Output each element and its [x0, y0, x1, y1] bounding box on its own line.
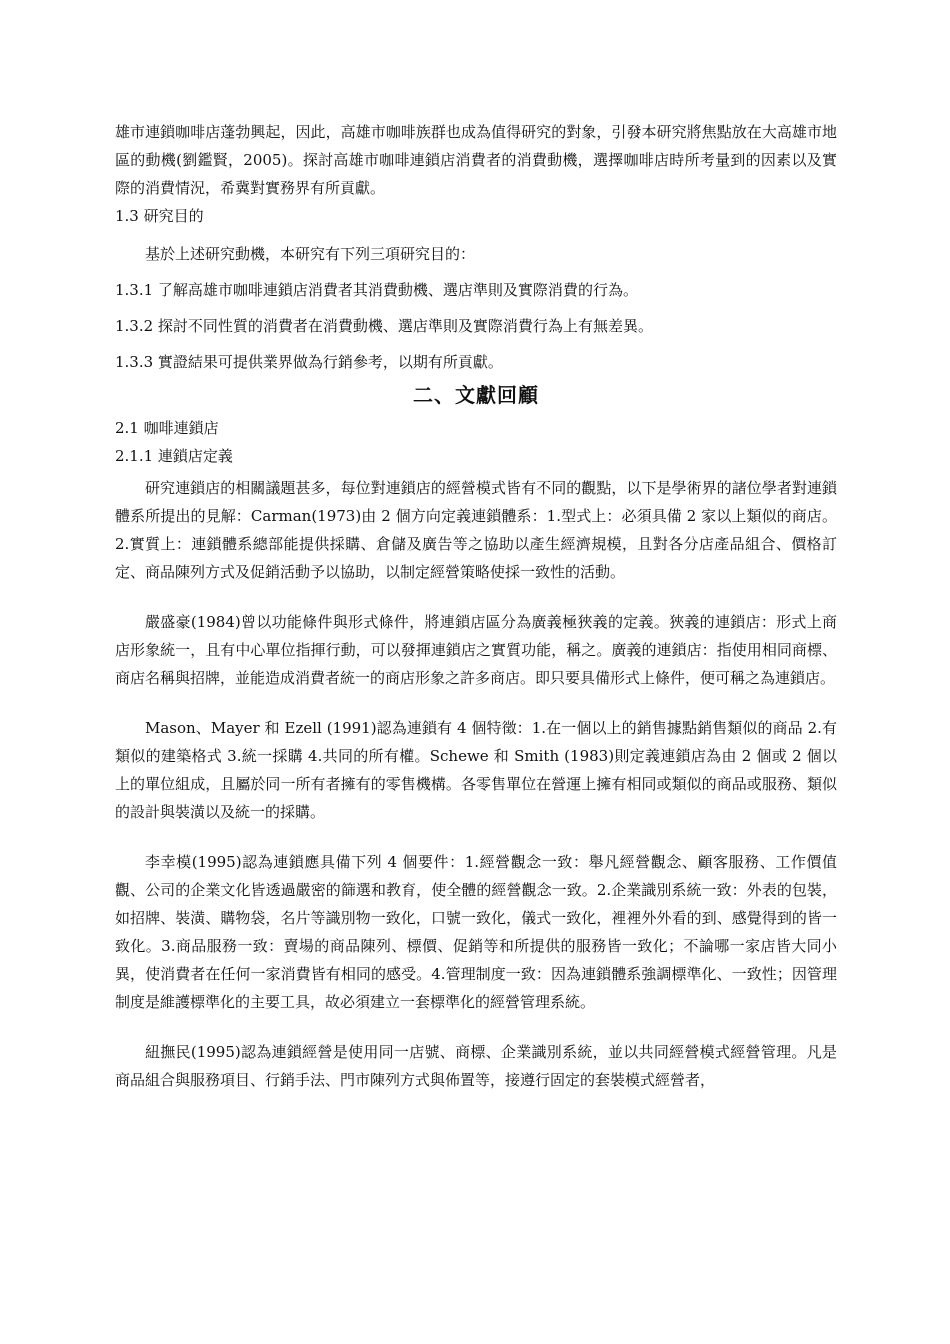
body-paragraph-1: 研究連鎖店的相關議題甚多，每位對連鎖店的經營模式皆有不同的觀點，以下是學術界的諸位學者對連鎖體系所提出的見解：Carman(1973)由 2 個方向定義連鎖體系：1.型式上：必須具備 2 家以上類似的商店。2.實質上：連鎖體系總部能提供採購、倉儲及廣告等之協助以產生經濟規模，且對各分店產品組合、價格訂定、商品陳列方式及促銷活動予以協助，以制定經營策略使採一致性的活動。 [115, 479, 837, 581]
body-paragraph-4: 李幸模(1995)認為連鎖應具備下列 4 個要件：1.經營觀念一致：舉凡經營觀念、顧客服務、工作價值觀、公司的企業文化皆透過嚴密的篩選和教育，使全體的經營觀念一致。2.企業識別系統一致：外表的包裝，如招牌、裝潢、購物袋，名片等識別物一致化，口號一致化，儀式一致化，裡裡外外看的到、感覺得到的皆一致化。3.商品服務一致：賣場的商品陳列、標價、促銷等和所提供的服務皆一致化；不論哪一家店皆大同小異，使消費者在任何一家消費皆有相同的感受。4.管理制度一致：因為連鎖體系強調標準化、一致性；因管理制度是維護標準化的主要工具，故必須建立一套標準化的經營管理系統。 [115, 853, 837, 1011]
objective-item-1: 1.3.1 了解高雄市咖啡連鎖店消費者其消費動機、選店準則及實際消費的行為。 [115, 281, 638, 299]
intro-paragraph: 雄市連鎖咖啡店蓬勃興起，因此，高雄市咖啡族群也成為值得研究的對象，引發本研究將焦點放在大高雄市地區的動機(劉鑑賢，2005)。探討高雄市咖啡連鎖店消費者的消費動機，選擇咖啡店時所考量到的因素以及實際的消費情況，希冀對實務界有所貢獻。 [115, 123, 837, 197]
section-2-1-heading: 2.1 咖啡連鎖店 [115, 419, 219, 437]
section-2-1-1-heading: 2.1.1 連鎖店定義 [115, 447, 233, 465]
body-paragraph-2: 嚴盛豪(1984)曾以功能條件與形式條件，將連鎖店區分為廣義極狹義的定義。狹義的連鎖店：形式上商店形象統一，且有中心單位指揮行動，可以發揮連鎖店之實質功能，稱之。廣義的連鎖店：指使用相同商標、商店名稱與招牌，並能造成消費者統一的商店形象之許多商店。即只要具備形式上條件，便可稱之為連鎖店。 [115, 613, 837, 687]
objective-item-2: 1.3.2 探討不同性質的消費者在消費動機、選店準則及實際消費行為上有無差異。 [115, 317, 653, 335]
objective-item-3: 1.3.3 實證結果可提供業界做為行銷參考，以期有所貢獻。 [115, 353, 503, 371]
document-page [115, 118, 837, 1094]
section-1-3-lead: 基於上述研究動機，本研究有下列三項研究目的： [145, 245, 476, 263]
section-1-3-heading: 1.3 研究目的 [115, 207, 204, 225]
body-paragraph-3: Mason、Mayer 和 Ezell (1991)認為連鎖有 4 個特徵：1.在一個以上的銷售據點銷售類似的商品 2.有類似的建築格式 3.統一採購 4.共同的所有權。Schewe 和 Smith (1983)則定義連鎖店為由 2 個或 2 個以上的單位組成，且屬於同一所有者擁有的零售機構。各零售單位在營運上擁有相同或類似的商品或服務、類似的設計與裝潢以及統一的採購。 [115, 719, 837, 821]
chapter-2-title: 二、文獻回顧 [413, 383, 539, 407]
body-paragraph-5: 紐撫民(1995)認為連鎖經營是使用同一店號、商標、企業識別系統，並以共同經營模式經營管理。凡是商品組合與服務項目、行銷手法、門市陳列方式與佈置等，接遵行固定的套裝模式經營者， [115, 1043, 837, 1089]
